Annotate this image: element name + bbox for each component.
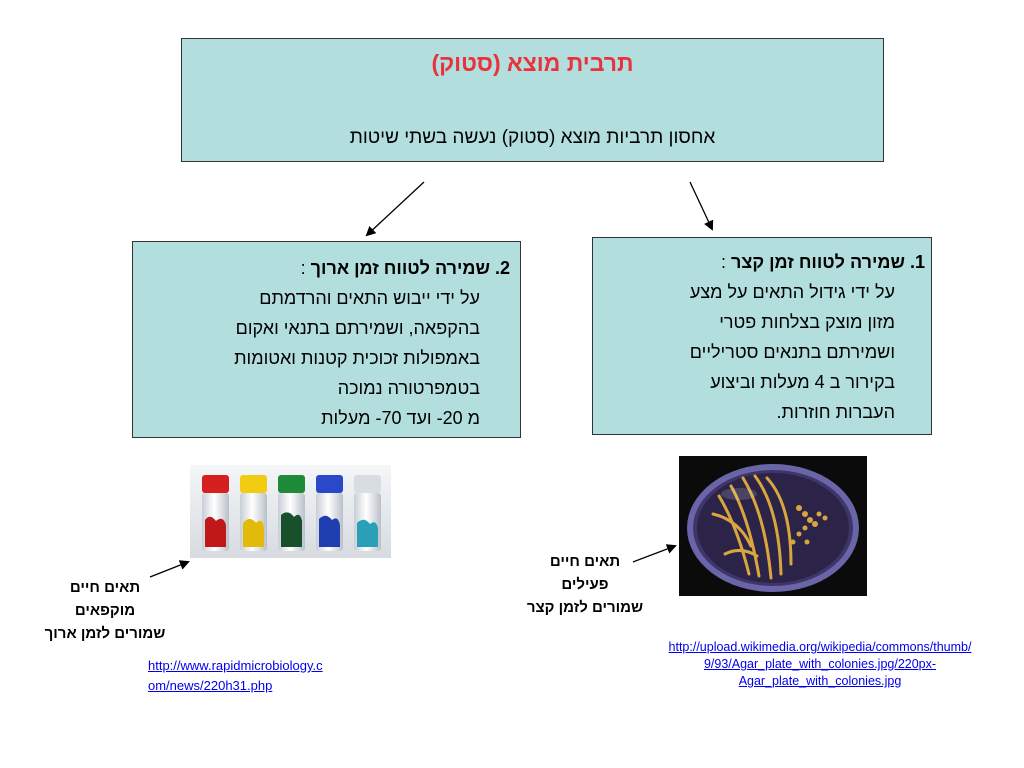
caption-line: תאים חיים [549,553,621,570]
long-term-line: באמפולות זכוכית קטנות ואטומות [234,348,480,368]
short-term-line: העברות חוזרות. [776,402,895,422]
long-term-line: בטמפרטורה נמוכה [337,378,480,398]
caption-line: מוקפאים [74,602,136,619]
agar-plate-photo [679,456,867,596]
long-term-colon: : [300,258,311,278]
cryo-vials-photo [190,465,391,558]
short-term-text [601,247,925,427]
long-term-line: מ 20- ועד 70- מעלות [321,408,480,428]
frozen-cells-caption [20,576,190,645]
short-term-number: 1. [909,252,925,272]
short-term-heading: שמירה לטווח זמן קצר [731,252,905,272]
long-term-heading: שמירה לטווח זמן ארוך [310,258,490,278]
link-line: om/news/220h31.php [148,678,273,693]
link-line: 9/93/Agar_plate_with_colonies.jpg/220px- [703,657,937,671]
short-term-colon: : [720,252,731,272]
long-term-text [141,253,510,433]
long-term-line: על ידי ייבוש התאים והרדמתם [259,288,480,308]
long-term-storage-box [132,241,521,438]
short-term-line: ושמירתם בתנאים סטריליים [689,342,895,362]
arrow-to-short-term [690,182,712,229]
short-term-line: מזון מוצק בצלחות פטרי [719,312,895,332]
long-term-number: 2. [494,258,510,278]
arrow-to-vials [150,562,188,577]
caption-line: שמורים לזמן קצר [526,599,644,616]
page-subtitle: אחסון תרביות מוצא (סטוק) נעשה בשתי שיטות [349,127,716,148]
wikimedia-agar-plate-link[interactable] [640,639,1000,690]
long-term-line: בהקפאה, ושמירתם בתנאי ואקום [235,318,480,338]
caption-line: שמורים לזמן ארוך [44,625,166,642]
link-line: http://www.rapidmicrobiology.c [148,658,323,673]
short-term-line: בקירור ב 4 מעלות וביצוע [710,372,895,392]
rapidmicrobiology-link[interactable] [148,656,388,696]
caption-line: תאים חיים [69,579,141,596]
link-line: http://upload.wikimedia.org/wikipedia/commons/thumb/ [668,640,972,654]
link-line: Agar_plate_with_colonies.jpg [738,674,902,688]
short-term-storage-box [592,237,932,435]
active-cells-caption [500,550,670,619]
short-term-line: על ידי גידול התאים על מצע [689,282,895,302]
arrow-to-long-term [367,182,424,235]
caption-line: פעילים [561,576,609,593]
page-title: תרבית מוצא (סטוק) [431,50,634,76]
